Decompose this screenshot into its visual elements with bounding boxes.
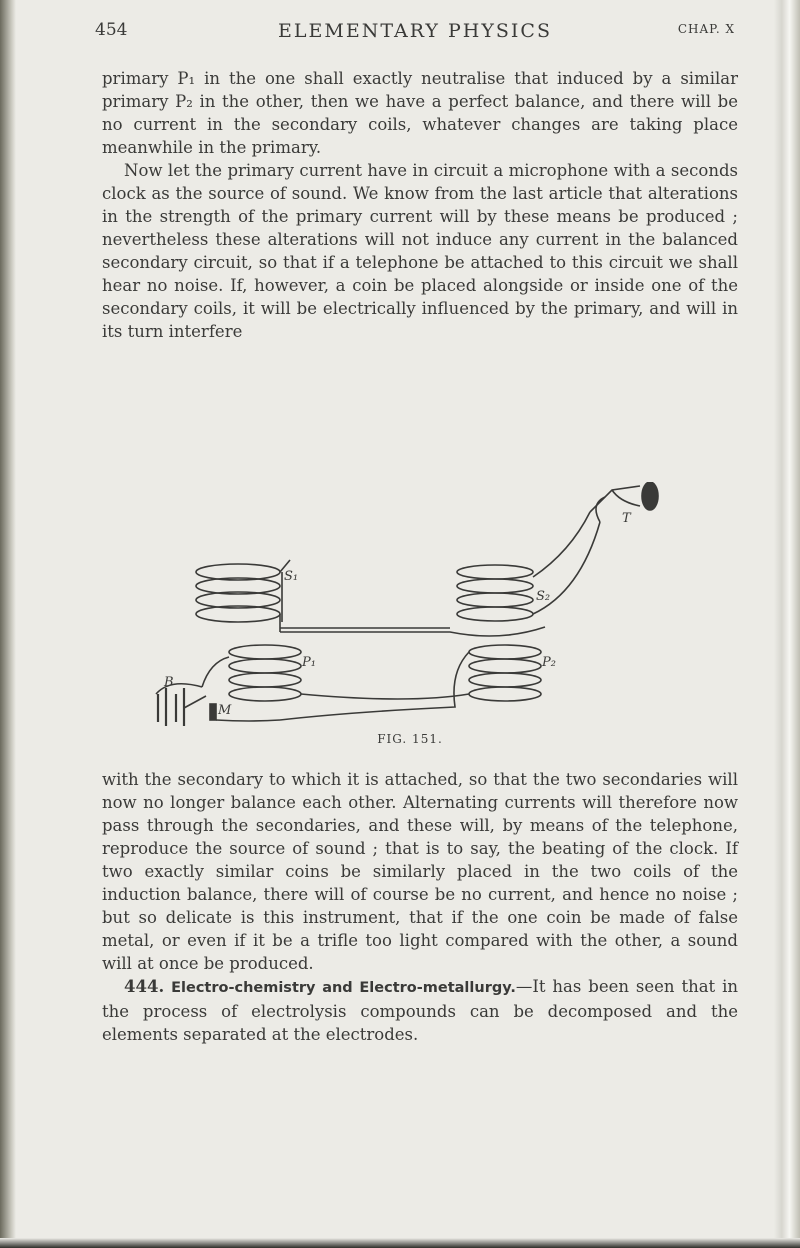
- running-title: ELEMENTARY PHYSICS: [278, 20, 552, 42]
- label-p2: P₂: [542, 655, 556, 670]
- body-text-top: [102, 67, 738, 343]
- primary-coil-p1: [202, 645, 301, 701]
- paragraph-coin: with the secondary to which it is attached, so that the two secondaries will now no longer balance each other. Alternating currents will therefore now pass through the secondaries, and these will, by means of the telephone, reproduce the source of sound ; that is to say, the beating of the clock. If two exactly similar coins be similarly placed in the two coils of the induction balance, there will of course be no current, and hence no noise ; but so delicate is this instrument, that if the one coin be made of false metal, or even if it be a trifle too light compared with the other, a sound will at once be produced.: [102, 770, 738, 973]
- secondary-coil-s1: [196, 560, 290, 632]
- label-m: M: [218, 703, 232, 718]
- paragraph-continued: primary P₁ in the one shall exactly neutralise that induced by a similar primary P₂ in the other, then we have a perfect balance, and there will be no current in the secondary coils, whatever changes are taking place meanwhile in the primary.: [102, 69, 738, 157]
- label-s2: S₂: [536, 589, 551, 604]
- primary-coil-p2: [469, 645, 541, 701]
- section-text: —It has been seen that in the process of electrolysis compounds can be decomposed and the elements separated at the electrodes.: [102, 977, 738, 1044]
- book-binding-edge: [0, 0, 16, 1248]
- label-b: B: [164, 675, 174, 690]
- section-paragraph: [102, 975, 738, 1046]
- label-t: T: [622, 511, 631, 526]
- page-edge: [774, 0, 800, 1248]
- page-bottom-shadow: [0, 1238, 800, 1248]
- label-p1: P₁: [302, 655, 316, 670]
- section-title: Electro-chemistry and Electro-metallurgy.: [171, 980, 516, 996]
- label-s1: S₁: [284, 569, 299, 584]
- chapter-reference: CHAP. X: [677, 22, 735, 36]
- figure-caption: FIG. 151.: [377, 732, 443, 746]
- secondary-coil-s2: [457, 565, 533, 621]
- paragraph-microphone: Now let the primary current have in circuit a microphone with a seconds clock as the source of sound. We know from the last article that alterations in the strength of the primary current will by these means be produced ; nevertheless these alterations will not induce any current in the balanced secondary circuit, so that if a telephone be attached to this circuit we shall hear no noise. If, however, a coin be placed alongside or inside one of the secondary coils, it will be electrically influenced by the primary, and will in its turn interfere: [102, 161, 738, 341]
- figure-induction-balance: [150, 482, 670, 752]
- battery: [156, 684, 206, 726]
- section-number: 444.: [124, 977, 165, 996]
- body-text-bottom: [102, 768, 738, 1046]
- telephone: [590, 482, 658, 512]
- page-number: 454: [95, 20, 128, 40]
- page-header: [95, 20, 735, 48]
- induction-balance-diagram: [150, 482, 670, 727]
